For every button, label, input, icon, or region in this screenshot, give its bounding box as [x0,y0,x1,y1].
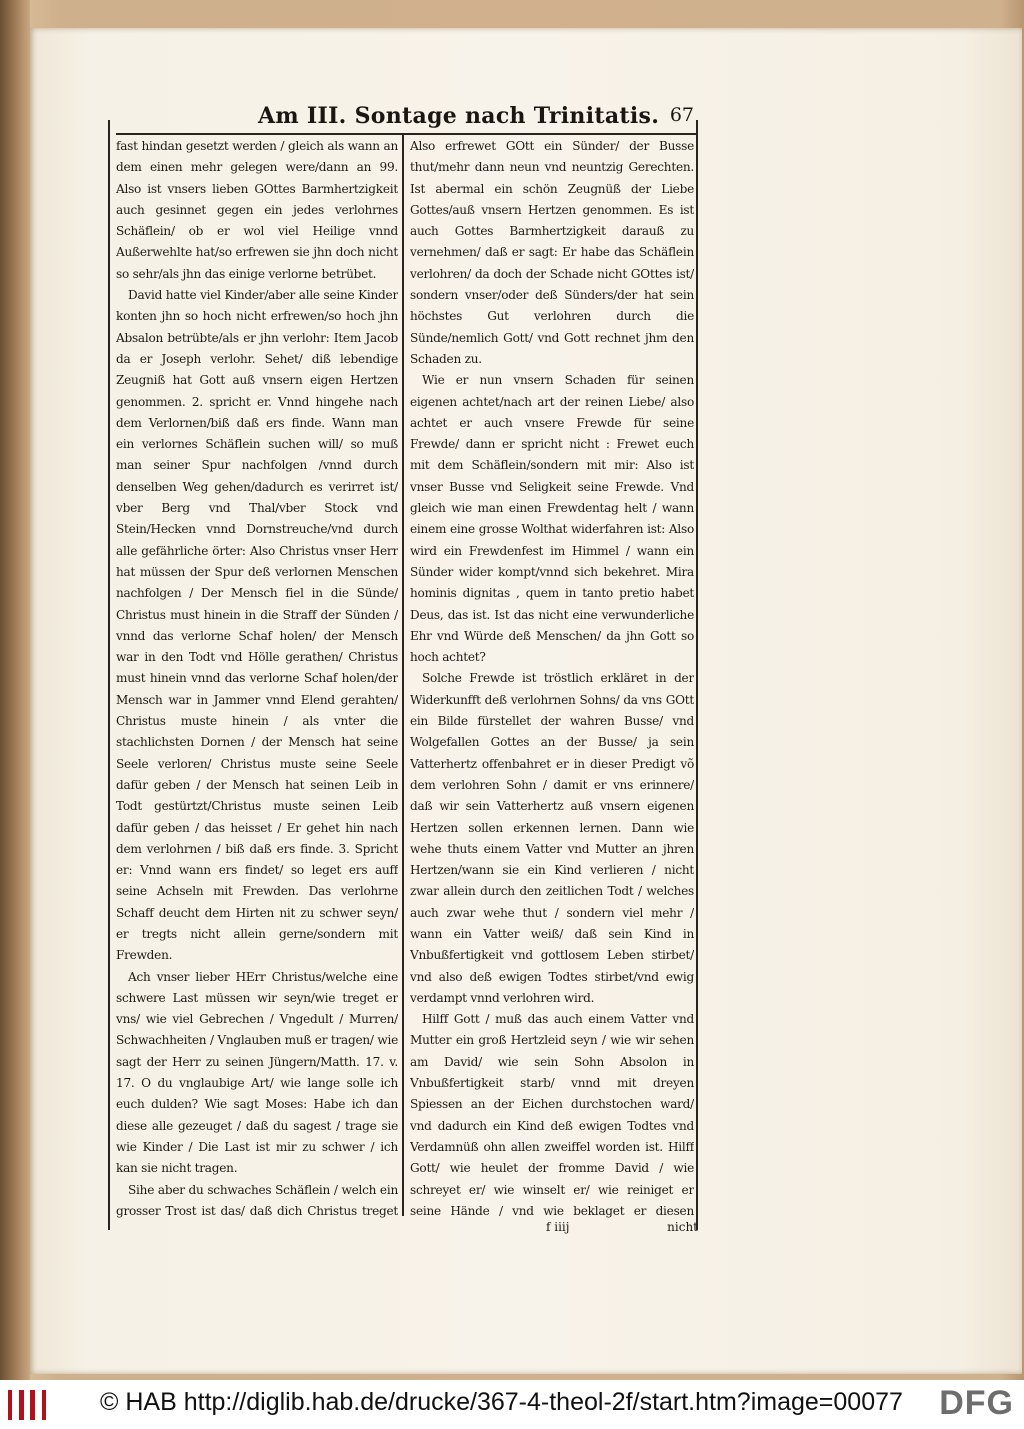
paragraph: Hilff Gott / muß das auch einem Vatter vnd Mutter ein groß Hertzleid seyn / wie wir sehen am David/ wie sein Sohn Absolon in Vnbußfertigkeit starb/ vnnd mit dreyen Spiessen an der Eichen durchstochen ward/ vnd dadurch ein Kind deß ewigen Todtes vnd Verdamnüß ohn allen zweiffel worden ist. Hilff Gott/ wie heulet der fromme David / wie schreyet er/ wie winselt er/ wie reiniget er seine Hände / vnd wie beklaget er diesen [410,1012,694,1218]
paragraph: David hatte viel Kinder/aber alle seine Kinder konten jhn so hoch nicht erfrewen/so hoch jhn Absalon betrübte/als er jhn verlohr: Item Jacob da er Joseph verlohr. Sehet/ diß lebendige Zeugniß hat Gott auß vnsern eigen Hertzen genommen. 2. spricht er. Vnnd hingehe nach dem Verlornen/biß daß ers finde. Wann man ein verlornes Schäflein suchen will/ so muß man seiner Spur nachfolgen /vnnd durch denselben Weg gehen/dadurch es verirret ist/ vber Berg vnd Thal/vber Stock vnd Stein/Hecken vnnd Dornstreuche/vnd durch alle gefährliche örter: Also Christus vnser Herr hat müssen der Spur deß verlornen Menschen nachfolgen / Der Mensch fiel in die Sünde/ Christus must hinein in die Straff der Sünden / vnnd das verlorne Schaf holen/ der Mensch war in den Todt vnd Hölle gerathen/ Christus must hinein vnnd das verlorne Schaf holen/der Mensch war in Jammer vnnd Elend gerahten/ Christus muste hinein / als vnter die stachlichsten Dornen / der Mensch hat seine Seele verloren/ Christus muste seine Seele dafür geben / der Mensch hat seinen Leib in Todt gestürtzt/Christus muste seinen Leib dafür geben / das heisset / Er gehet hin nach dem verlohrnen / biß daß ers finde. 3. Spricht er: Vnnd wann ers findet/ so leget ers auff seine Achseln mit Frewden. Das verlohrne Schaff deucht dem Hirten nit zu schwer seyn/ er tregts nicht allein gerne/sondern mit Frewden. [116,288,398,963]
header-rule [116,133,696,135]
book-spine-edge [0,0,30,1380]
hab-logo-icon[interactable] [8,1390,46,1420]
right-frame-rule [696,120,698,1230]
running-head [258,100,698,132]
viewer-footer [0,1380,1024,1429]
paragraph: Sihe aber du schwaches Schäflein / welch ein grosser Trost ist das/ daß dich Christus treget [116,1182,398,1218]
paragraph: Also erfrewet GOtt ein Sünder/ der Busse thut/mehr dann neun vnd neuntzig Gerechten. Ist abermal ein schön Zeugnüß der Liebe Gottes/auß vnsern Hertzen genommen. Es ist auch Gottes Barmhertzigkeit darauß zu vernehmen/ daß er sagt: Er habe das Schäflein verlohren/ da doch der Schade nicht GOttes ist/ sondern vnser/oder deß Sünders/der hat sein höchstes Gut verlohren durch die Sünde/nemlich Gott/ vnd Gott rechnet jhm den Schaden zu. [410,139,694,366]
page-footer-marks [540,1220,700,1240]
page-title: Am III. Sontage nach Trinitatis. [258,103,660,129]
paragraph: Wie er nun vnsern Schaden für seinen eigenen achtet/nach art der reinen Liebe/ also achtet er auch vnsere Frewde für seine Frewde/ dann er spricht nicht : Frewet euch mit dem Schäflein/sondern mit mir: Also ist vnser Busse vnd Seligkeit seine Frewde. Vnd gleich wie man einen Frewdentag helt / wann einem eine grosse Wolthat widerfahren ist: Also wird ein Frewdenfest im Himmel / wann ein Sünder wider kompt/vnnd sich bekehret. Mira hominis dignitas , quem in tanto pretio habet Deus, das ist. Ist das nicht eine verwunderliche Ehr vnd Würde deß Menschen/ da jhn Gott so hoch achtet? [410,373,694,665]
page-number: 67 [669,104,694,126]
catchword: nicht [667,1220,698,1234]
source-url-link[interactable]: © HAB http://diglib.hab.de/drucke/367-4-theol-2f/start.htm?image=00077 [100,1388,903,1416]
paragraph: Ach vnser lieber HErr Christus/welche eine schwere Last müssen wir seyn/wie treget er vns/ wie viel Gebrechen / Vngedult / Murren/ Schwachheiten / Vnglauben muß er tragen/ wie sagt der Herr zu seinen Jüngern/Matth. 17. v. 17. O du vnglaubige Art/ wie lange solle ich euch dulden? Wie sagt Moses: Habe ich dan diese alle gezeuget / daß du sagest / trage sie wie Kinder / Die Last ist mir zu schwer / ich kan sie nicht tragen. [116,969,398,1176]
right-text-column [410,136,694,1218]
signature-mark: f iiij [546,1220,570,1234]
left-frame-rule [108,120,110,1230]
dfg-logo[interactable]: DFG [939,1384,1014,1422]
column-divider-rule [402,134,404,1216]
left-text-column [116,136,398,1218]
paragraph: Solche Frewde ist tröstlich erkläret in der Widerkunfft deß verlohrnen Sohns/ da vns GOtt ein Bilde fürstellet der wahren Busse/ vnd Wolgefallen Gottes an der Busse/ ja sein Vatterhertz offenbahret er in dieser Predigt võ dem verlohren Sohn / damit er vns erinnere/ daß wir sein Vatterhertz auß vnsern eigenen Hertzen sollen erkennen lernen. Dann wie wehe thuts einem Vatter vnd Mutter an jhren Hertzen/wann sie ein Kind verlieren / nicht zwar allein durch den zeitlichen Todt / welches auch zwar wehe thut / sondern viel mehr / wann ein Vatter weiß/ daß sein Kind in Vnbußfertigkeit vnd gottlosem Leben stirbet/ vnd also deß ewigen Todtes stirbet/vnd ewig verdampt vnnd verlohren wird. [410,671,694,1005]
paragraph: fast hindan gesetzt werden / gleich als wann an dem einen mehr gelegen were/dann an 99. Also ist vnsers lieben GOttes Barmhertzigkeit auch gesinnet gegen ein jedes verlohrnes Schäflein/ ob er wol viel Heilige vnnd Außerwehlte hat/so erfrewen sie jhn doch nicht so sehr/als jhn das einige verlorne betrübet. [116,139,398,281]
